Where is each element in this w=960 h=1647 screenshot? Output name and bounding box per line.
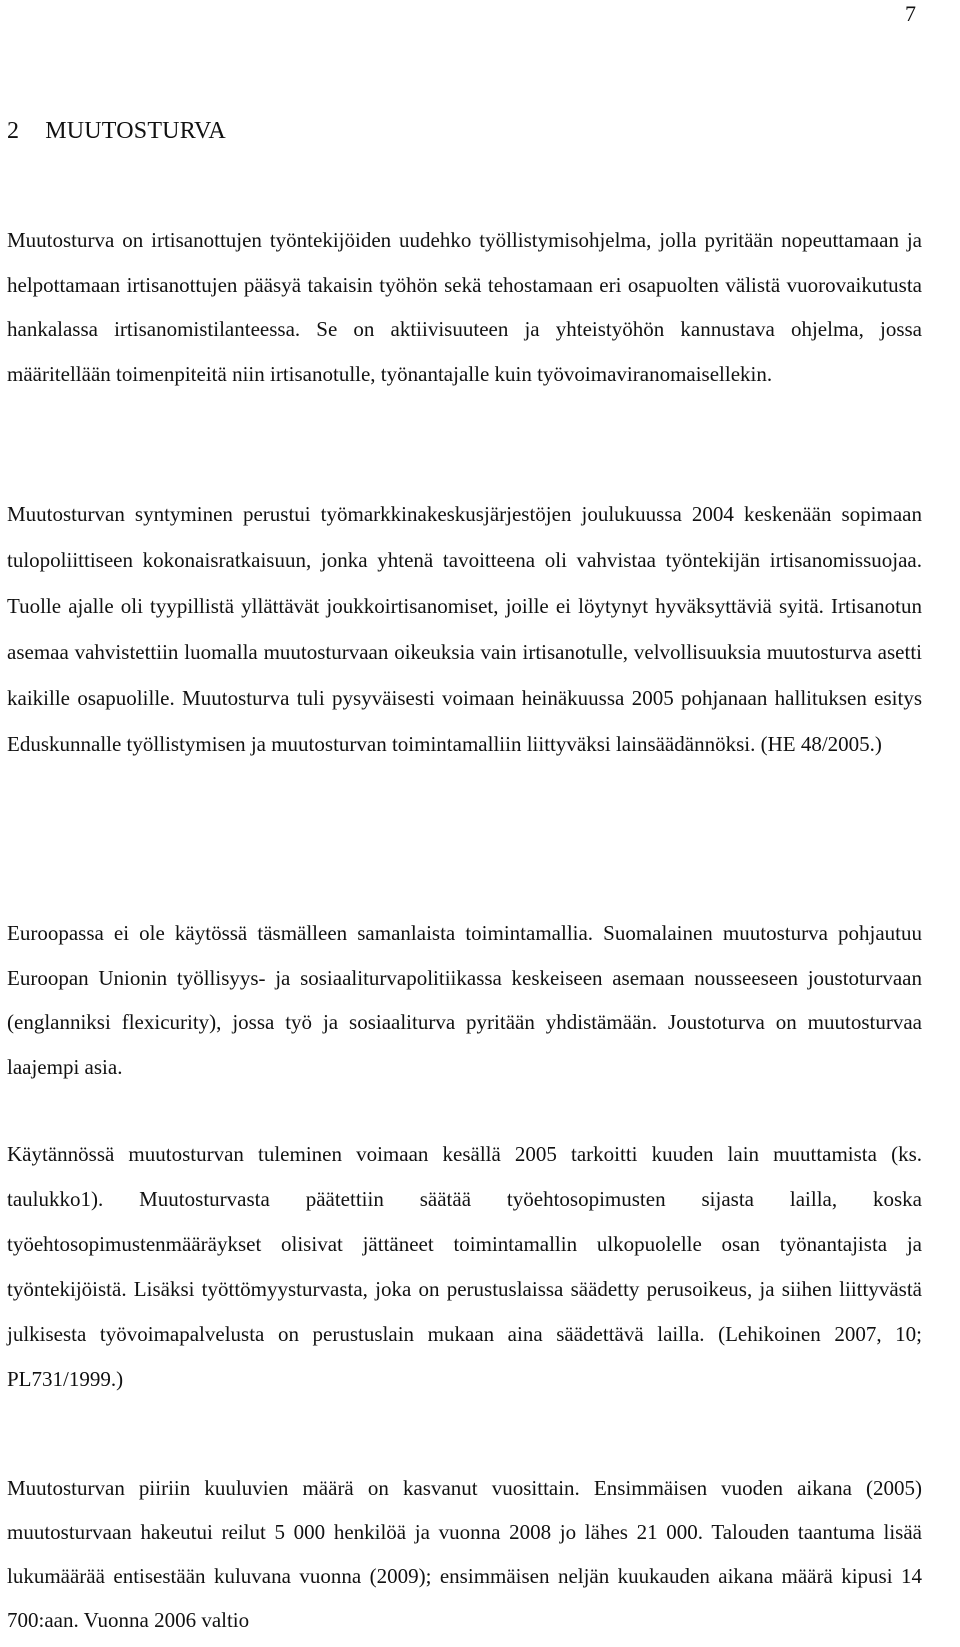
section-heading xyxy=(7,116,226,146)
section-number: 2 xyxy=(7,118,20,144)
paragraph-origin: Muutosturvan syntyminen perustui työmarkkinakeskusjärjestöjen joulukuussa 2004 keskenään sopimaan tulopoliittiseen kokonaisratkaisuun, jonka yhtenä tavoitteena oli vahvistaa työntekijän irtisanomissuojaa. Tuolle ajalle oli tyypillistä yllättävät joukkoirtisanomiset, joille ei löytynyt hyväksyttäviä syitä. Irtisanotun asemaa vahvistettiin luomalla muutosturvaan oikeuksia vain irtisanotulle, velvollisuuksia muutosturva asetti kaikille osapuolille. Muutosturva tuli pysyväisesti voimaan heinäkuussa 2005 pohjanaan hallituksen esitys Eduskunnalle työllistymisen ja muutosturvan toimintamalliin liittyväksi lainsäädännöksi. (HE 48/2005.) xyxy=(7,502,922,756)
paragraph-intro: Muutosturva on irtisanottujen työntekijöiden uudehko työllistymisohjelma, jolla pyritään nopeuttamaan ja helpottamaan irtisanottujen pääsyä takaisin työhön sekä tehostamaan eri osapuolten välistä vuorovaikutusta hankalassa irtisanomistilanteessa. Se on aktiivisuuteen ja yhteistyöhön kannustava ohjelma, jossa määritellään toimenpiteitä niin irtisanotulle, työnantajalle kuin työvoimaviranomaisellekin. xyxy=(7,228,922,386)
paragraph-statistics: Muutosturvan piiriin kuuluvien määrä on kasvanut vuosittain. Ensimmäisen vuoden aikana (2005) muutosturvaan hakeutui reilut 5 000 henkilöä ja vuonna 2008 jo lähes 21 000. Talouden taantuma lisää lukumäärää entisestään kuluvana vuonna (2009); ensimmäisen neljän kuukauden aikana määrä kipusi 14 700:aan. Vuonna 2006 valtio xyxy=(7,1476,922,1632)
section-title: MUUTOSTURVA xyxy=(45,118,226,144)
paragraph-europe: Euroopassa ei ole käytössä täsmälleen samanlaista toimintamallia. Suomalainen muutosturva pohjautuu Euroopan Unionin työllisyys- ja sosiaaliturvapolitiikassa keskeiseen asemaan nousseeseen joustoturvaan (englanniksi flexicurity), jossa työ ja sosiaaliturva pyritään yhdistämään. Joustoturva on muutosturvaa laajempi asia. xyxy=(7,921,922,1079)
paragraph-legislation: Käytännössä muutosturvan tuleminen voimaan kesällä 2005 tarkoitti kuuden lain muuttamista (ks. taulukko1). Muutosturvasta päätettiin säätää työehtosopimusten sijasta lailla, koska työehtosopimustenmääräykset olisivat jättäneet toimintamallin ulkopuolelle osan työnantajista ja työntekijöistä. Lisäksi työttömyysturvasta, joka on perustuslaissa säädetty perusoikeus, ja siihen liittyvästä julkisesta työvoimapalvelusta on perustuslain mukaan aina säädettävä lailla. (Lehikoinen 2007, 10; PL731/1999.) xyxy=(7,1142,922,1391)
page-number: 7 xyxy=(905,1,916,26)
